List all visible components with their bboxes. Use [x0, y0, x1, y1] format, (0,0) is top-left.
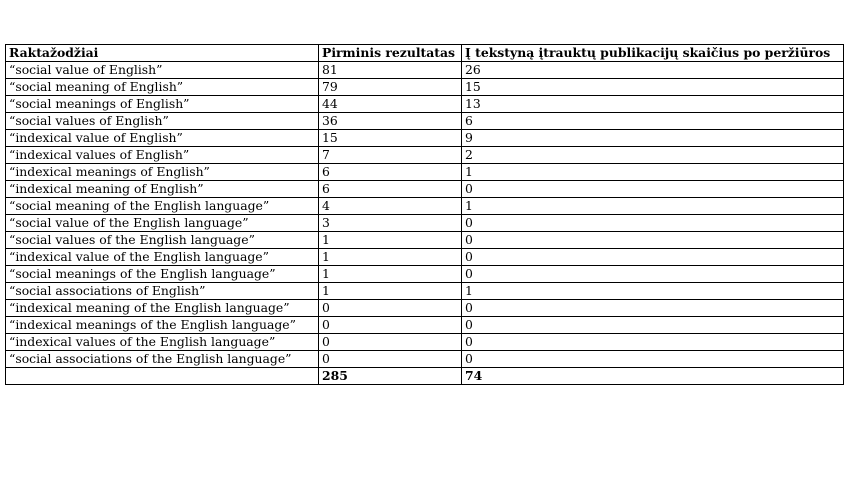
table-row	[6, 62, 844, 79]
table-row	[6, 283, 844, 300]
cell-included-count: 13	[462, 96, 844, 113]
cell-keyword: “indexical value of English”	[6, 130, 319, 147]
cell-initial-result: 1	[319, 266, 462, 283]
cell-keyword: “social associations of the English language”	[6, 351, 319, 368]
cell-included-count: 15	[462, 79, 844, 96]
cell-initial-result: 44	[319, 96, 462, 113]
cell-included-count: 1	[462, 164, 844, 181]
cell-initial-result: 7	[319, 147, 462, 164]
cell-included-count: 9	[462, 130, 844, 147]
cell-keyword: “social meanings of the English language”	[6, 266, 319, 283]
cell-included-count: 26	[462, 62, 844, 79]
table-row	[6, 130, 844, 147]
cell-initial-result: 79	[319, 79, 462, 96]
table-row	[6, 79, 844, 96]
cell-keyword: “social meaning of English”	[6, 79, 319, 96]
cell-initial-result: 0	[319, 351, 462, 368]
cell-keyword: “indexical meaning of the English language”	[6, 300, 319, 317]
table-row	[6, 96, 844, 113]
cell-included-count: 0	[462, 334, 844, 351]
cell-included-count: 1	[462, 283, 844, 300]
cell-initial-result: 1	[319, 232, 462, 249]
cell-included-count: 0	[462, 300, 844, 317]
cell-total-initial: 285	[319, 368, 462, 385]
cell-keyword: “social meanings of English”	[6, 96, 319, 113]
cell-keyword: “indexical meanings of the English language”	[6, 317, 319, 334]
cell-keyword: “social associations of English”	[6, 283, 319, 300]
cell-keyword: “indexical values of English”	[6, 147, 319, 164]
cell-included-count: 2	[462, 147, 844, 164]
cell-keyword: “indexical meanings of English”	[6, 164, 319, 181]
cell-keyword: “social value of English”	[6, 62, 319, 79]
cell-initial-result: 0	[319, 334, 462, 351]
cell-included-count: 0	[462, 249, 844, 266]
table-row	[6, 334, 844, 351]
cell-keyword: “indexical value of the English language”	[6, 249, 319, 266]
table-row	[6, 232, 844, 249]
cell-initial-result: 3	[319, 215, 462, 232]
header-initial-result: Pirminis rezultatas	[319, 45, 462, 62]
cell-included-count: 0	[462, 181, 844, 198]
cell-keyword: “indexical values of the English language”	[6, 334, 319, 351]
cell-included-count: 0	[462, 351, 844, 368]
table-row	[6, 113, 844, 130]
keyword-results-table	[5, 44, 844, 385]
cell-total-label	[6, 368, 319, 385]
cell-initial-result: 1	[319, 249, 462, 266]
cell-initial-result: 0	[319, 317, 462, 334]
header-included-publications: Į tekstyną įtrauktų publikacijų skaičius po peržiūros	[462, 45, 844, 62]
cell-total-included: 74	[462, 368, 844, 385]
cell-keyword: “indexical meaning of English”	[6, 181, 319, 198]
cell-included-count: 1	[462, 198, 844, 215]
totals-row	[6, 368, 844, 385]
cell-included-count: 0	[462, 232, 844, 249]
table-body	[6, 62, 844, 385]
cell-initial-result: 6	[319, 164, 462, 181]
cell-included-count: 0	[462, 215, 844, 232]
table-row	[6, 317, 844, 334]
table-row	[6, 351, 844, 368]
cell-initial-result: 0	[319, 300, 462, 317]
cell-keyword: “social values of the English language”	[6, 232, 319, 249]
table-row	[6, 147, 844, 164]
cell-included-count: 0	[462, 266, 844, 283]
cell-initial-result: 4	[319, 198, 462, 215]
table-row	[6, 215, 844, 232]
table-row	[6, 266, 844, 283]
table-row	[6, 164, 844, 181]
table-row	[6, 198, 844, 215]
table-row	[6, 249, 844, 266]
cell-keyword: “social value of the English language”	[6, 215, 319, 232]
header-keywords: Raktažodžiai	[6, 45, 319, 62]
cell-initial-result: 6	[319, 181, 462, 198]
cell-initial-result: 15	[319, 130, 462, 147]
cell-included-count: 0	[462, 317, 844, 334]
cell-initial-result: 81	[319, 62, 462, 79]
cell-included-count: 6	[462, 113, 844, 130]
cell-keyword: “social values of English”	[6, 113, 319, 130]
cell-keyword: “social meaning of the English language”	[6, 198, 319, 215]
cell-initial-result: 36	[319, 113, 462, 130]
table-row	[6, 300, 844, 317]
header-row	[6, 45, 844, 62]
table-row	[6, 181, 844, 198]
cell-initial-result: 1	[319, 283, 462, 300]
